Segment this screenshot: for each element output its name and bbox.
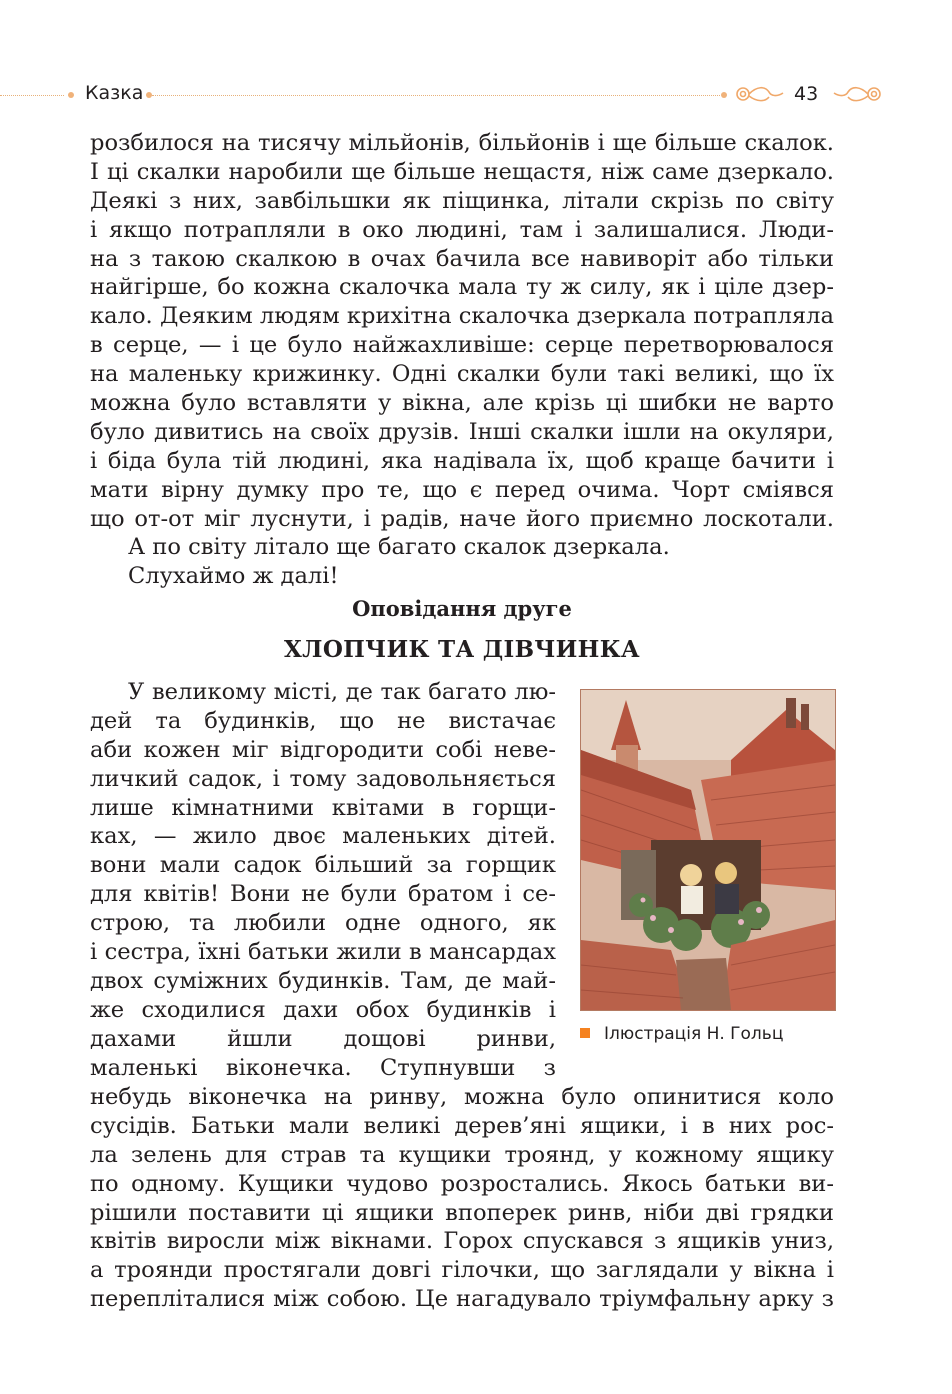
text-line: перепліталися між собою. Це нагадувало тріумфальну арку з [90,1286,834,1313]
text-line: можна було вставляти у вікна, але крізь ці шибки не варто [90,390,834,417]
paragraph-continued-full [90,1083,834,1314]
text-line: що от-от міг луснути, і радів, наче його приємно лоскотали. [90,505,834,532]
caption-bullet-icon [580,1028,590,1038]
text-line: і сестра, їхні батьки жили в мансардах [90,939,556,966]
paragraph-wrapped [90,678,556,1082]
text-line: для квітів! Вони не були братом і се- [90,881,556,908]
text-line: строю, та любили одне одного, як [90,910,556,937]
header-rule-middle [152,95,720,96]
header-dot [68,92,74,98]
text-line: У великому місті, де так багато лю- [128,679,556,705]
running-header [0,70,952,120]
paragraph: Слухаймо ж далі! [128,563,339,590]
paragraph: А по світу літало ще багато скалок дзеркала. [128,534,670,561]
text-line: небудь віконечка на ринву, можна було опинитися коло [90,1084,834,1110]
text-line: маленькі віконечка. Ступнувши з [90,1054,556,1081]
text-line: лише кімнатними квітами в горщи- [90,794,556,821]
text-line: ла зелень для страв та кущики троянд, у кожному ящику [90,1141,834,1168]
text-line: двох суміжних будинків. Там, де май- [90,967,556,994]
text-line: же сходилися дахи обох будинків і [90,996,556,1023]
text-line: найгірше, бо кожна скалочка мала ту ж силу, як і ціле дзер- [90,274,834,301]
text-line: аби кожен міг відгородити собі неве- [90,736,556,763]
text-line: на з такою скалкою в очах бачила все навиворіт або тільки [90,245,834,272]
text-line: І ці скалки наробили ще більше нещастя, ніж саме дзеркало. [90,158,834,185]
text-line: в серце, — і це було найжахливіше: серце перетворювалося [90,332,834,359]
text-line: мати вірну думку про те, що є перед очима. Чорт сміявся [90,476,834,503]
text-line: ках, — жило двоє маленьких дітей. [90,823,556,850]
illustration [580,689,836,1011]
header-rule-left [0,95,64,96]
text-line: квітів виросли між вікнами. Горох спускався з ящиків униз, [90,1228,834,1255]
illustration-caption [580,1024,783,1044]
text-line: рішили поставити ці ящики впоперек ринв, ніби дві грядки [90,1199,834,1226]
text-line: а троянди простягали довгі гілочки, що заглядали у вікна і [90,1257,834,1284]
text-line: розбилося на тисячу мільйонів, більйонів і ще більше скалок. [90,130,834,156]
text-line: кало. Деяким людям крихітна скалочка дзеркала потрапляла [90,303,834,330]
ornament-left-icon [733,83,785,105]
text-line: личкий садок, і тому задовольняється [90,765,556,792]
header-dot [721,92,727,98]
text-line: і якщо потрапляли в око людині, там і залишалися. Люди- [90,216,834,243]
caption-text: Ілюстрація Н. Гольц [604,1024,784,1044]
text-line: було дивитись на своїх друзів. Інші скалки ішли на окуляри, [90,418,834,445]
text-line: на маленьку крижинку. Одні скалки були такі великі, що їх [90,361,834,388]
page-number: 43 [794,83,819,105]
story-title: ХЛОПЧИК ТА ДІВЧИНКА [284,636,640,663]
text-line: дахами йшли дощові ринви, [90,1025,556,1052]
story-subtitle: Оповідання друге [352,596,572,621]
section-title: Казка [85,82,144,104]
rooftops-illustration-icon [581,690,835,1010]
ornament-right-icon [832,83,884,105]
paragraph-continued [90,129,834,591]
text-line: сусідів. Батьки мали великі дерев’яні ящики, і в них рос- [90,1112,834,1139]
text-line: вони мали садок більший за горщик [90,852,556,879]
text-line: Деякі з них, завбільшки як піщинка, літали скрізь по світу [90,187,834,214]
text-line: по одному. Кущики чудово розростались. Якось батьки ви- [90,1170,834,1197]
text-line: і біда була тій людині, яка надівала їх, щоб краще бачити і [90,447,834,474]
text-line: дей та будинків, що не вистачає [90,707,556,734]
